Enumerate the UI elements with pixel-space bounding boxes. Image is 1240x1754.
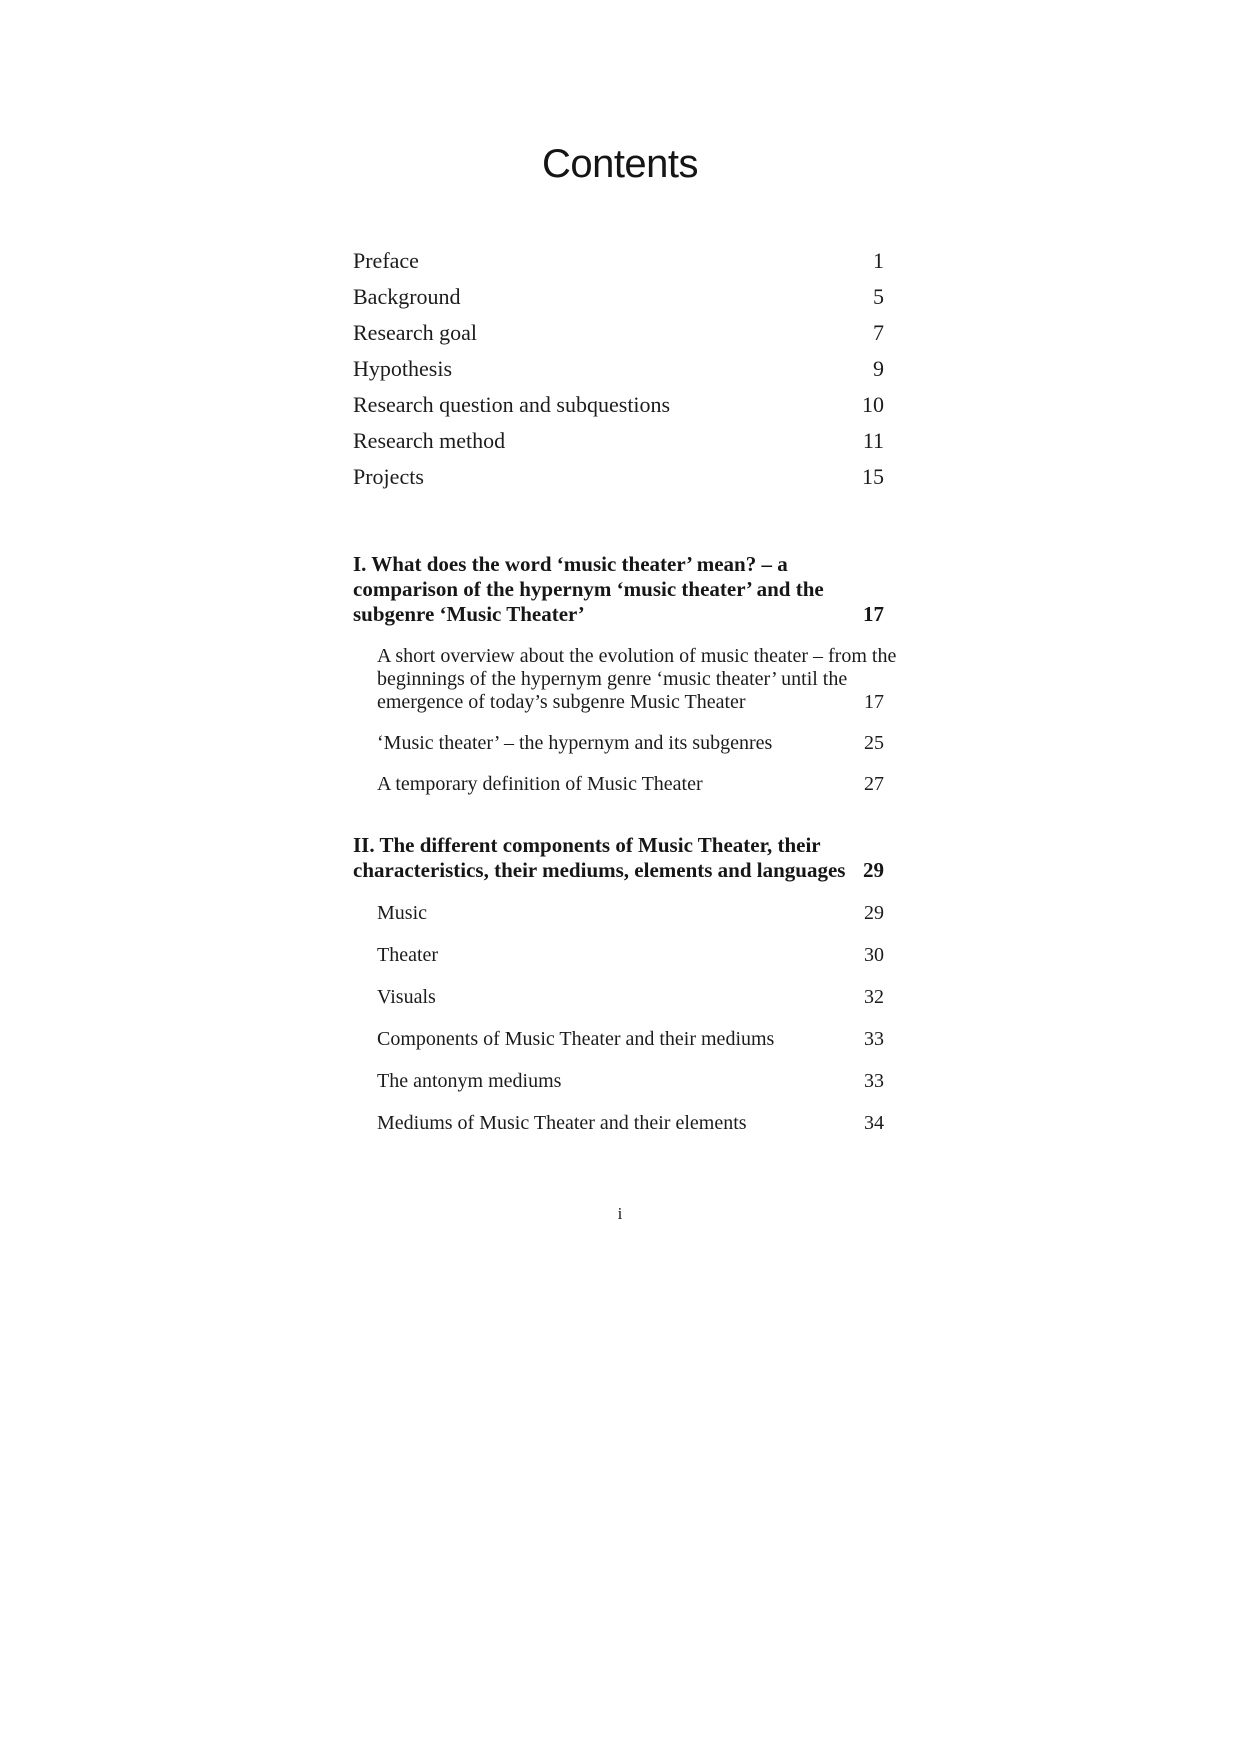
table-of-contents [353, 248, 897, 1135]
toc-subentry [353, 944, 884, 967]
toc-subentry-page: 34 [864, 1112, 884, 1134]
section-heading [353, 833, 884, 883]
toc-subentry-page: 17 [864, 691, 884, 713]
toc-subentry-line: ‘Music theater’ – the hypernym and its subgenres [377, 732, 773, 754]
toc-entry [353, 358, 884, 380]
section-heading [353, 552, 884, 627]
toc-subentry-line: Visuals [377, 986, 436, 1008]
toc-subentry-page: 29 [864, 902, 884, 924]
section-heading-line: subgenre ‘Music Theater’ [353, 602, 585, 626]
toc-subentry [353, 986, 884, 1009]
toc-subentry-page: 32 [864, 986, 884, 1008]
toc-subentry-page: 33 [864, 1070, 884, 1092]
page-title: Contents [541, 142, 699, 186]
toc-subentry-line: The antonym mediums [377, 1070, 562, 1092]
toc-subentry-page: 25 [864, 732, 884, 754]
toc-subentry-line: A temporary definition of Music Theater [377, 773, 703, 795]
toc-entry-page: 1 [873, 248, 884, 273]
toc-section-2 [353, 833, 884, 1135]
toc-subentry [353, 902, 884, 925]
section-page: 17 [863, 602, 884, 626]
toc-subentry-line: beginnings of the hypernym genre ‘music theater’ until the [377, 668, 848, 690]
toc-entry-label: Preface [353, 248, 419, 273]
toc-entry [353, 250, 884, 272]
toc-entry-page: 15 [862, 464, 884, 489]
toc-subentry-line: Theater [377, 944, 439, 966]
toc-subentry [353, 732, 884, 755]
footer-page-number: i [617, 1204, 623, 1223]
front-matter-list [353, 250, 884, 488]
toc-entry-page: 7 [873, 320, 884, 345]
toc-subentry-line: Components of Music Theater and their mediums [377, 1028, 775, 1050]
section-heading-line: I. What does the word ‘music theater’ mean? – a [353, 552, 788, 576]
toc-entry-label: Hypothesis [353, 356, 452, 381]
toc-entry [353, 286, 884, 308]
toc-subentry-line: A short overview about the evolution of music theater – from the [377, 645, 897, 667]
toc-section-1 [353, 552, 897, 796]
section-heading-line: characteristics, their mediums, elements and languages [353, 858, 846, 882]
toc-entry-label: Background [353, 284, 461, 309]
section-heading-line: comparison of the hypernym ‘music theater’ and the [353, 577, 824, 601]
toc-entry-page: 5 [873, 284, 884, 309]
toc-entry [353, 466, 884, 488]
section-page: 29 [863, 858, 884, 882]
toc-entry-page: 9 [873, 356, 884, 381]
toc-subentry [353, 1112, 884, 1135]
toc-entry-label: Projects [353, 464, 424, 489]
toc-entry-page: 11 [862, 428, 884, 453]
toc-subentry-page: 30 [864, 944, 884, 966]
toc-subentry [353, 773, 884, 796]
toc-entry [353, 430, 884, 452]
toc-entry-label: Research question and subquestions [353, 392, 671, 417]
toc-entry [353, 322, 884, 344]
toc-subentry-page: 33 [864, 1028, 884, 1050]
toc-subentry [353, 645, 897, 714]
toc-subentry-line: Music [377, 902, 427, 924]
toc-entry-page: 10 [862, 392, 884, 417]
toc-subentry-line: Mediums of Music Theater and their elements [377, 1112, 747, 1134]
toc-subentry [353, 1028, 884, 1051]
toc-subentry-page: 27 [864, 773, 884, 795]
toc-entry-label: Research goal [353, 320, 477, 345]
toc-subentry [353, 1070, 884, 1093]
toc-entry [353, 394, 884, 416]
toc-entry-label: Research method [353, 428, 506, 453]
section-heading-line: II. The different components of Music Theater, their [353, 833, 821, 857]
toc-subentry-line: emergence of today’s subgenre Music Theater [377, 691, 746, 713]
